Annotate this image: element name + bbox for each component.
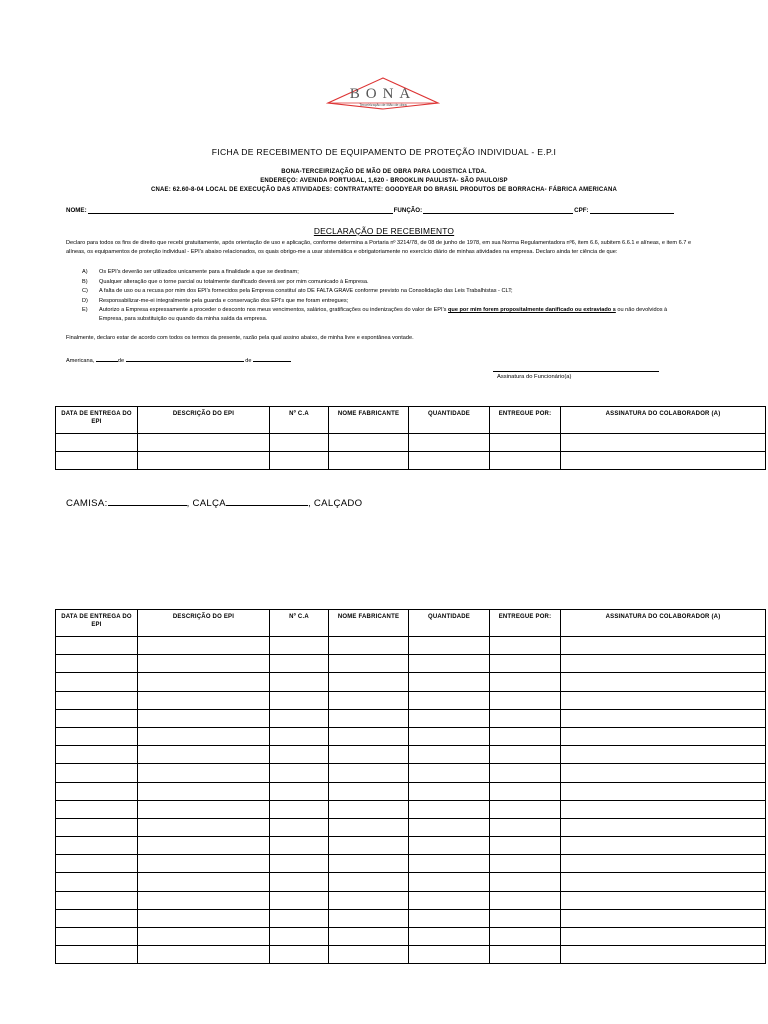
date-city: Americana, bbox=[66, 358, 95, 364]
table-cell[interactable] bbox=[490, 434, 561, 452]
table-cell[interactable] bbox=[329, 800, 409, 818]
date-de: de bbox=[245, 358, 252, 364]
table-cell[interactable] bbox=[561, 855, 766, 873]
table-cell[interactable] bbox=[270, 946, 329, 964]
item-text: Responsabilizar-me-ei integralmente pela guarda e conservação dos EPI's que me foram entregues; bbox=[99, 297, 349, 304]
table-cell[interactable] bbox=[138, 691, 270, 709]
table-cell[interactable] bbox=[329, 764, 409, 782]
column-header: DESCRIÇÃO DO EPI bbox=[138, 407, 270, 434]
table-cell[interactable] bbox=[561, 709, 766, 727]
table-cell[interactable] bbox=[409, 855, 490, 873]
column-header: DATA DE ENTREGA DO EPI bbox=[56, 407, 138, 434]
declaration-item bbox=[82, 306, 692, 323]
svg-text:Terceirização de Mão de obra: Terceirização de Mão de obra bbox=[359, 103, 407, 107]
table-cell[interactable] bbox=[56, 818, 138, 836]
table-cell[interactable] bbox=[409, 727, 490, 745]
table-cell[interactable] bbox=[409, 452, 490, 470]
month-input[interactable] bbox=[126, 356, 244, 362]
table-cell[interactable] bbox=[329, 946, 409, 964]
declaration-item bbox=[82, 268, 692, 278]
table-cell[interactable] bbox=[56, 909, 138, 927]
final-statement: Finalmente, declaro estar de acordo com todos os termos da presente, razão pela qual assino abaixo, de minha livre e espontânea vontade. bbox=[66, 335, 414, 341]
signature-label: Assinatura do Funcionário(a) bbox=[497, 374, 572, 380]
item-text-part: ou não devolvidos à Empresa, para substituição ou quando da minha saída da empresa. bbox=[99, 307, 668, 322]
table-cell[interactable] bbox=[409, 655, 490, 673]
table-cell[interactable] bbox=[329, 837, 409, 855]
table-cell[interactable] bbox=[329, 746, 409, 764]
table-cell[interactable] bbox=[270, 673, 329, 691]
table-cell[interactable] bbox=[329, 891, 409, 909]
table-cell[interactable] bbox=[490, 673, 561, 691]
year-input[interactable] bbox=[253, 356, 291, 362]
table-cell[interactable] bbox=[329, 637, 409, 655]
table-cell[interactable] bbox=[56, 673, 138, 691]
table-cell[interactable] bbox=[409, 691, 490, 709]
cnae-line: CNAE: 62.60-8-04 LOCAL DE EXECUÇÃO DAS ATIVIDADES: CONTRATANTE: GOODYEAR DO BRASIL PRODUTOS DE BORRACHA- FÁBRICA AMERICANA bbox=[150, 187, 618, 193]
table-cell[interactable] bbox=[490, 764, 561, 782]
column-header: ASSINATURA DO COLABORADOR (A) bbox=[561, 407, 766, 434]
table-cell[interactable] bbox=[561, 818, 766, 836]
table-cell[interactable] bbox=[270, 709, 329, 727]
column-header: ENTREGUE POR: bbox=[490, 407, 561, 434]
epi-table-1 bbox=[55, 406, 766, 470]
nome-label: NOME: bbox=[66, 207, 87, 214]
table-cell[interactable] bbox=[138, 727, 270, 745]
column-header: NOME FABRICANTE bbox=[329, 407, 409, 434]
table-cell[interactable] bbox=[329, 434, 409, 452]
table-cell[interactable] bbox=[490, 909, 561, 927]
table-cell[interactable] bbox=[490, 709, 561, 727]
table-cell[interactable] bbox=[409, 709, 490, 727]
item-letter: C) bbox=[82, 288, 88, 295]
column-header: Nº C.A bbox=[270, 610, 329, 637]
table-cell[interactable] bbox=[138, 673, 270, 691]
page-title: FICHA DE RECEBIMENTO DE EQUIPAMENTO DE PROTEÇÃO INDIVIDUAL - E.P.I bbox=[211, 147, 557, 157]
company-address: ENDEREÇO: AVENIDA PORTUGAL, 1,620 - BROOKLIN PAULISTA- SÃO PAULO/SP bbox=[260, 178, 508, 184]
table-cell[interactable] bbox=[561, 928, 766, 946]
camisa-input[interactable] bbox=[108, 497, 187, 506]
table-cell[interactable] bbox=[138, 764, 270, 782]
table-cell[interactable] bbox=[409, 637, 490, 655]
table-cell[interactable] bbox=[490, 837, 561, 855]
cpf-label: CPF: bbox=[574, 207, 589, 214]
column-header: DATA DE ENTREGA DO EPI bbox=[56, 610, 138, 637]
table-cell[interactable] bbox=[56, 873, 138, 891]
table-cell[interactable] bbox=[490, 452, 561, 470]
table-cell[interactable] bbox=[56, 434, 138, 452]
table-cell[interactable] bbox=[561, 764, 766, 782]
table-cell[interactable] bbox=[409, 673, 490, 691]
uniform-sizes bbox=[66, 497, 362, 509]
camisa-label: CAMISA: bbox=[66, 498, 108, 509]
column-header: NOME FABRICANTE bbox=[329, 610, 409, 637]
table-row bbox=[56, 452, 766, 470]
declaration-item bbox=[82, 287, 692, 297]
table-row bbox=[56, 928, 766, 946]
table-row bbox=[56, 727, 766, 745]
table-row bbox=[56, 855, 766, 873]
table-cell[interactable] bbox=[409, 837, 490, 855]
table-row bbox=[56, 434, 766, 452]
signature-line[interactable] bbox=[493, 371, 659, 372]
column-header: ASSINATURA DO COLABORADOR (A) bbox=[561, 610, 766, 637]
table-row bbox=[56, 637, 766, 655]
table-cell[interactable] bbox=[409, 818, 490, 836]
table-cell[interactable] bbox=[270, 873, 329, 891]
table-cell[interactable] bbox=[138, 909, 270, 927]
item-text bbox=[99, 306, 692, 323]
table-cell[interactable] bbox=[329, 673, 409, 691]
item-letter: B) bbox=[82, 278, 88, 285]
table-cell[interactable] bbox=[138, 655, 270, 673]
table-row bbox=[56, 891, 766, 909]
svg-text:BONA: BONA bbox=[349, 86, 417, 102]
table-cell[interactable] bbox=[138, 452, 270, 470]
table-row bbox=[56, 909, 766, 927]
table-cell[interactable] bbox=[561, 873, 766, 891]
table-cell[interactable] bbox=[409, 946, 490, 964]
table-cell[interactable] bbox=[138, 800, 270, 818]
table-cell[interactable] bbox=[561, 452, 766, 470]
table-cell[interactable] bbox=[490, 818, 561, 836]
table-cell[interactable] bbox=[56, 764, 138, 782]
table-row bbox=[56, 709, 766, 727]
table-cell[interactable] bbox=[138, 434, 270, 452]
table-cell[interactable] bbox=[561, 837, 766, 855]
table-cell[interactable] bbox=[56, 637, 138, 655]
table-cell[interactable] bbox=[56, 928, 138, 946]
table-cell[interactable] bbox=[56, 891, 138, 909]
table-cell[interactable] bbox=[329, 928, 409, 946]
table-cell[interactable] bbox=[270, 855, 329, 873]
declaration-title: DECLARAÇÃO DE RECEBIMENTO bbox=[313, 226, 455, 236]
table-cell[interactable] bbox=[409, 891, 490, 909]
table-cell[interactable] bbox=[490, 855, 561, 873]
table-cell[interactable] bbox=[490, 873, 561, 891]
table-cell[interactable] bbox=[329, 909, 409, 927]
table-cell[interactable] bbox=[490, 655, 561, 673]
table-cell[interactable] bbox=[270, 891, 329, 909]
table-header-row bbox=[56, 407, 766, 434]
table-cell[interactable] bbox=[56, 946, 138, 964]
date-de: de bbox=[117, 358, 125, 364]
table-cell[interactable] bbox=[56, 709, 138, 727]
table-cell[interactable] bbox=[409, 782, 490, 800]
table-cell[interactable] bbox=[561, 909, 766, 927]
table-cell[interactable] bbox=[329, 655, 409, 673]
table-cell[interactable] bbox=[138, 637, 270, 655]
company-logo bbox=[326, 76, 440, 112]
table-cell[interactable] bbox=[270, 800, 329, 818]
item-letter: D) bbox=[82, 297, 88, 304]
table-row bbox=[56, 818, 766, 836]
table-cell[interactable] bbox=[490, 800, 561, 818]
calca-label: , CALÇA bbox=[186, 498, 226, 509]
table-cell[interactable] bbox=[270, 434, 329, 452]
item-letter: E) bbox=[82, 307, 88, 314]
table-cell[interactable] bbox=[329, 691, 409, 709]
table-cell[interactable] bbox=[270, 637, 329, 655]
table-row bbox=[56, 837, 766, 855]
declaration-item bbox=[82, 297, 692, 307]
table-cell[interactable] bbox=[270, 746, 329, 764]
calca-input[interactable] bbox=[226, 497, 308, 506]
table-cell[interactable] bbox=[329, 818, 409, 836]
table-cell[interactable] bbox=[56, 800, 138, 818]
table-cell[interactable] bbox=[561, 727, 766, 745]
day-input[interactable] bbox=[96, 356, 118, 362]
table-cell[interactable] bbox=[409, 873, 490, 891]
cpf-input[interactable] bbox=[590, 207, 674, 214]
table-cell[interactable] bbox=[270, 818, 329, 836]
funcao-label: FUNÇÃO: bbox=[393, 207, 423, 214]
table-cell[interactable] bbox=[409, 928, 490, 946]
table-cell[interactable] bbox=[409, 746, 490, 764]
table-cell[interactable] bbox=[56, 691, 138, 709]
table-cell[interactable] bbox=[490, 782, 561, 800]
column-header: DESCRIÇÃO DO EPI bbox=[138, 610, 270, 637]
declaration-items bbox=[82, 268, 692, 323]
table-cell[interactable] bbox=[56, 855, 138, 873]
table-cell[interactable] bbox=[138, 873, 270, 891]
table-cell[interactable] bbox=[138, 709, 270, 727]
employee-fields bbox=[66, 207, 694, 214]
funcao-input[interactable] bbox=[423, 207, 573, 214]
table-row bbox=[56, 800, 766, 818]
table-cell[interactable] bbox=[329, 709, 409, 727]
table-cell[interactable] bbox=[329, 727, 409, 745]
table-cell[interactable] bbox=[138, 837, 270, 855]
table-cell[interactable] bbox=[270, 727, 329, 745]
company-name: BONA-TERCEIRIZAÇÃO DE MÃO DE OBRA PARA LOGISTICA LTDA. bbox=[281, 169, 487, 175]
item-text-underlined: que por mim forem propositalmente danificado ou extraviado s bbox=[448, 307, 616, 314]
table-row bbox=[56, 873, 766, 891]
table-row bbox=[56, 746, 766, 764]
calcado-label: , CALÇADO bbox=[307, 498, 363, 509]
table-cell[interactable] bbox=[490, 637, 561, 655]
table-row bbox=[56, 673, 766, 691]
table-row bbox=[56, 946, 766, 964]
table-cell[interactable] bbox=[56, 782, 138, 800]
table-cell[interactable] bbox=[409, 434, 490, 452]
table-cell[interactable] bbox=[561, 655, 766, 673]
table-cell[interactable] bbox=[56, 727, 138, 745]
table-cell[interactable] bbox=[270, 909, 329, 927]
table-cell[interactable] bbox=[490, 691, 561, 709]
table-row bbox=[56, 655, 766, 673]
table-cell[interactable] bbox=[138, 946, 270, 964]
table-cell[interactable] bbox=[138, 746, 270, 764]
column-header: Nº C.A bbox=[270, 407, 329, 434]
epi-table-2 bbox=[55, 609, 766, 964]
table-cell[interactable] bbox=[490, 928, 561, 946]
table-cell[interactable] bbox=[270, 764, 329, 782]
table-cell[interactable] bbox=[138, 891, 270, 909]
table-cell[interactable] bbox=[138, 782, 270, 800]
column-header: QUANTIDADE bbox=[409, 610, 490, 637]
table-cell[interactable] bbox=[561, 746, 766, 764]
item-text: Qualquer alteração que o torne parcial ou totalmente danificado deverá ser por mim comunicado à Empresa. bbox=[99, 278, 369, 285]
table-cell[interactable] bbox=[561, 434, 766, 452]
table-cell[interactable] bbox=[561, 946, 766, 964]
item-letter: A) bbox=[82, 269, 88, 275]
table-cell[interactable] bbox=[561, 691, 766, 709]
table-cell[interactable] bbox=[56, 452, 138, 470]
table-cell[interactable] bbox=[561, 800, 766, 818]
table-cell[interactable] bbox=[270, 837, 329, 855]
declaration-intro: Declaro para todos os fins de direito que recebi gratuitamente, após orientação de uso e aplicação, conforme determina a Portaria nº 3214/78, de 08 de junho de 1978, em sua Norma Regulamentadora nº6, item 6.6, subitem 6.6.1 e alíneas, e item 6.7 e alíneas, os equipamentos de proteção individual - EPI's abaixo relacionados, os quais obrigo-me a usar sistemática e obrigatoriamente no exercício diário de minhas atividades na empresa. Declaro ainda ter ciência de que: bbox=[66, 240, 692, 255]
item-text: Os EPI's deverão ser utilizados unicamente para a finalidade a que se destinam; bbox=[99, 269, 299, 275]
table-cell[interactable] bbox=[490, 746, 561, 764]
table-cell[interactable] bbox=[138, 818, 270, 836]
table-cell[interactable] bbox=[561, 673, 766, 691]
table-cell[interactable] bbox=[490, 891, 561, 909]
item-text-part: Autorizo a Empresa expressamente a proceder o desconto nos meus vencimentos, salários, gratificações ou indenizações do valor de EPI's bbox=[99, 307, 448, 314]
table-cell[interactable] bbox=[56, 837, 138, 855]
table-cell[interactable] bbox=[561, 637, 766, 655]
column-header: ENTREGUE POR: bbox=[490, 610, 561, 637]
table-header-row bbox=[56, 610, 766, 637]
table-cell[interactable] bbox=[490, 727, 561, 745]
table-cell[interactable] bbox=[138, 928, 270, 946]
table-cell[interactable] bbox=[409, 909, 490, 927]
table-cell[interactable] bbox=[270, 782, 329, 800]
table-cell[interactable] bbox=[270, 928, 329, 946]
table-cell[interactable] bbox=[409, 764, 490, 782]
table-cell[interactable] bbox=[329, 855, 409, 873]
table-cell[interactable] bbox=[270, 452, 329, 470]
nome-input[interactable] bbox=[88, 207, 393, 214]
column-header: QUANTIDADE bbox=[409, 407, 490, 434]
table-cell[interactable] bbox=[56, 746, 138, 764]
table-cell[interactable] bbox=[561, 782, 766, 800]
table-row bbox=[56, 782, 766, 800]
table-cell[interactable] bbox=[329, 873, 409, 891]
table-cell[interactable] bbox=[490, 946, 561, 964]
table-cell[interactable] bbox=[329, 782, 409, 800]
date-line bbox=[66, 356, 291, 364]
table-cell[interactable] bbox=[270, 691, 329, 709]
item-text: A falta de uso ou a recusa por mim dos EPI's fornecidos pela Empresa constituí ato DE FALTA GRAVE conforme previsto na Consolidação das Leis Trabalhistas - CLT; bbox=[99, 288, 513, 295]
table-cell[interactable] bbox=[409, 800, 490, 818]
table-cell[interactable] bbox=[56, 655, 138, 673]
table-cell[interactable] bbox=[270, 655, 329, 673]
declaration-item bbox=[82, 278, 692, 288]
table-row bbox=[56, 691, 766, 709]
table-cell[interactable] bbox=[329, 452, 409, 470]
table-cell[interactable] bbox=[561, 891, 766, 909]
table-row bbox=[56, 764, 766, 782]
table-cell[interactable] bbox=[138, 855, 270, 873]
